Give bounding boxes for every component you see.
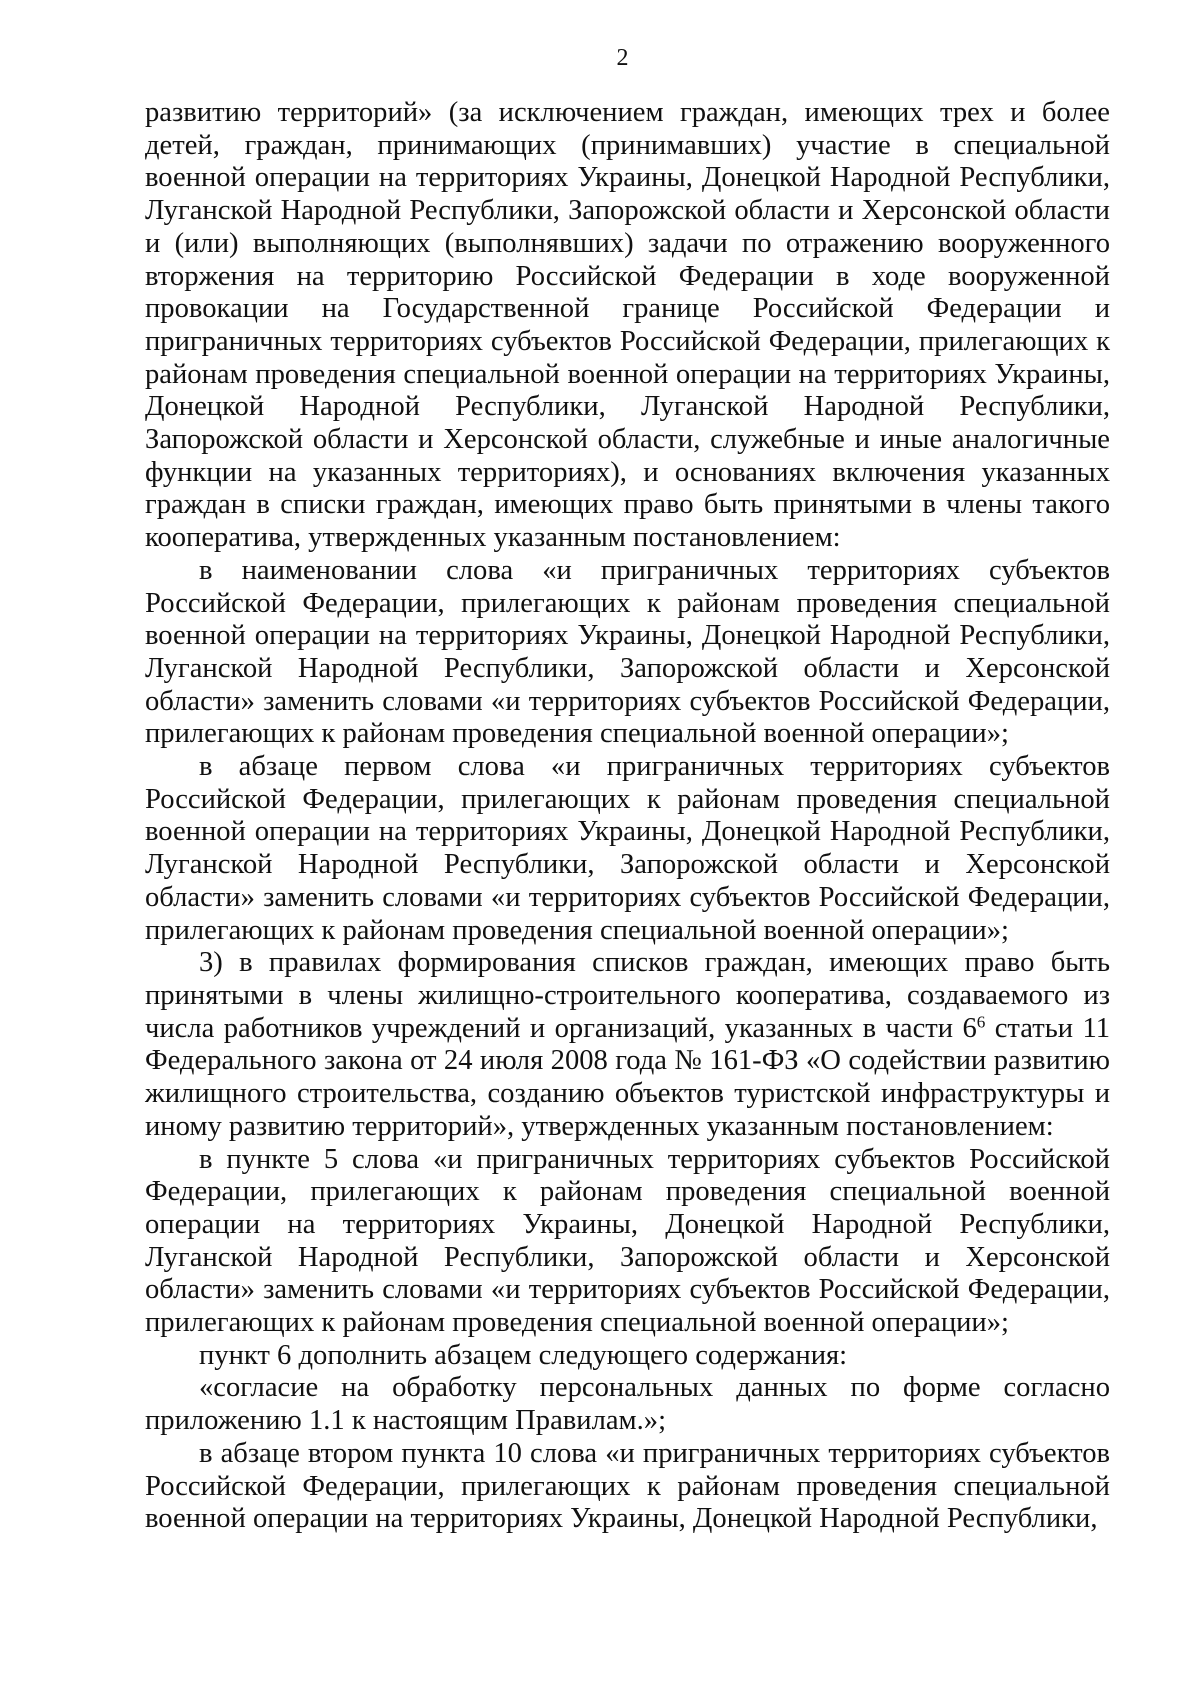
paragraph-item-3	[145, 947, 1110, 1143]
paragraph-first-abzac-amendment: в абзаце первом слова «и приграничных территориях субъектов Российской Федерации, прилегающих к районам проведения специальной военной операции на территориях Украины, Донецкой Народной Республики, Луганской Народной Республики, Запорожской области и Херсонской области» заменить словами «и территориях субъектов Российской Федерации, прилегающих к районам проведения специальной военной операции»;	[145, 751, 1110, 946]
paragraph-point-6-addition: пункт 6 дополнить абзацем следующего содержания:	[199, 1339, 848, 1371]
document-body	[145, 97, 1110, 1536]
paragraph-item-3-text-end: статьи 11 Федерального закона от 24 июля 2008 года № 161-ФЗ «О содействии развитию жилищного строительства, созданию объектов туристской инфраструктуры и иному развитию территорий», утвержденных указанным постановлением:	[145, 1012, 1111, 1142]
paragraph-point-10-amendment: в абзаце втором пункта 10 слова «и приграничных территориях субъектов Российской Федерации, прилегающих к районам проведения специальной военной операции на территориях Украины, Донецкой Народной Республики,	[145, 1437, 1110, 1535]
paragraph-continuation: развитию территорий» (за исключением граждан, имеющих трех и более детей, граждан, принимающих (принимавших) участие в специальной военной операции на территориях Украины, Донецкой Народной Республики, Луганской Народной Республики, Запорожской области и Херсонской области и (или) выполняющих (выполнявших) задачи по отражению вооруженного вторжения на территорию Российской Федерации в ходе вооруженной провокации на Государственной границе Российской Федерации и приграничных территориях субъектов Российской Федерации, прилегающих к районам проведения специальной военной операции на территориях Украины, Донецкой Народной Республики, Луганской Народной Республики, Запорожской области и Херсонской области, служебные и иные аналогичные функции на указанных территориях), и основаниях включения указанных граждан в списки граждан, имеющих право быть принятыми в члены такого кооператива, утвержденных указанным постановлением:	[145, 97, 1110, 554]
paragraph-item-3-text-start: 3) в правилах формирования списков граждан, имеющих право быть принятыми в члены жилищно-строительного кооператива, создаваемого из числа работников учреждений и организаций, указанных в части 6	[145, 947, 1110, 1044]
paragraph-point-5-amendment: в пункте 5 слова «и приграничных территориях субъектов Российской Федерации, прилегающих к районам проведения специальной военной операции на территориях Украины, Донецкой Народной Республики, Луганской Народной Республики, Запорожской области и Херсонской области» заменить словами «и территориях субъектов Российской Федерации, прилегающих к районам проведения специальной военной операции»;	[145, 1143, 1110, 1339]
paragraph-title-amendment: в наименовании слова «и приграничных территориях субъектов Российской Федерации, прилегающих к районам проведения специальной военной операции на территориях Украины, Донецкой Народной Республики, Луганской Народной Республики, Запорожской области и Херсонской области» заменить словами «и территориях субъектов Российской Федерации, прилегающих к районам проведения специальной военной операции»;	[145, 554, 1110, 750]
page-number: 2	[616, 45, 629, 71]
paragraph-consent-text: «согласие на обработку персональных данных по форме согласно приложению 1.1 к настоящим Правилам.»;	[145, 1372, 1110, 1437]
superscript-6: 6	[976, 1012, 986, 1032]
